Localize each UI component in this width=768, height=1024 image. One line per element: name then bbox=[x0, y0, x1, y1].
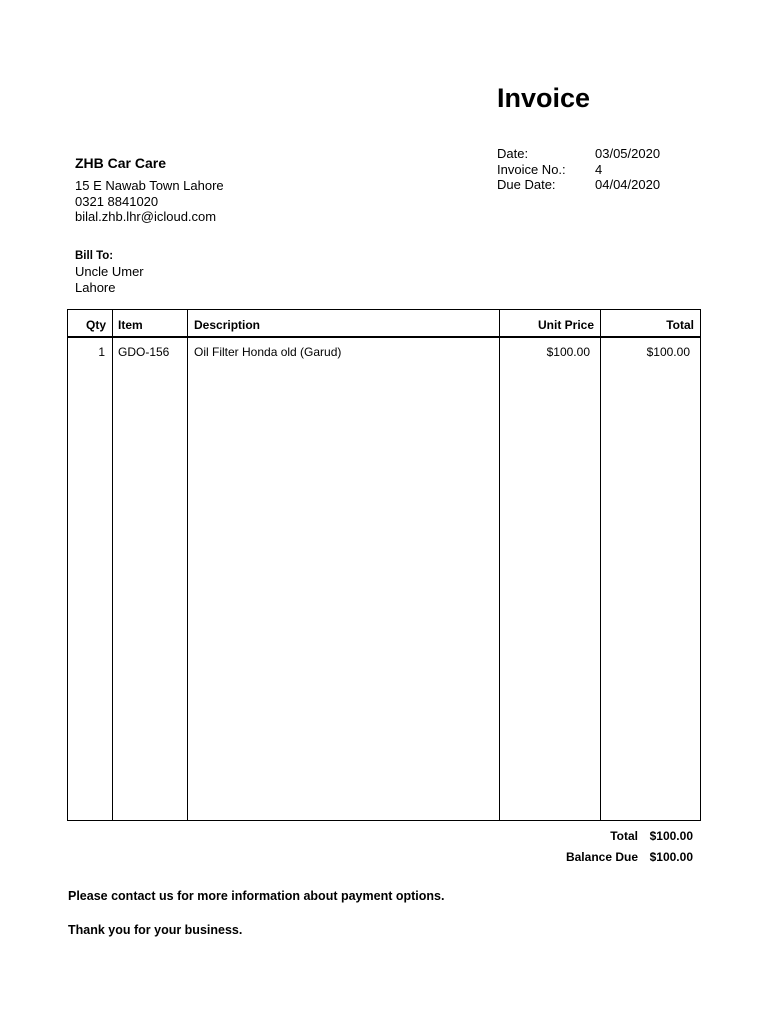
date-value: 03/05/2020 bbox=[595, 146, 661, 161]
row-description: Oil Filter Honda old (Garud) bbox=[194, 345, 342, 359]
company-phone: 0321 8841020 bbox=[75, 193, 159, 209]
summary-balance-row bbox=[566, 850, 693, 864]
bill-to-heading: Bill To: bbox=[75, 250, 114, 262]
header-unit-price: Unit Price bbox=[537, 318, 594, 332]
header-description: Description bbox=[194, 318, 261, 332]
row-item: GDO-156 bbox=[118, 345, 170, 359]
payment-note: Please contact us for more information about payment options. bbox=[68, 889, 445, 903]
header-item: Item bbox=[118, 318, 143, 332]
bill-to-details bbox=[75, 264, 144, 296]
header-total: Total bbox=[666, 318, 694, 332]
header-qty: Qty bbox=[85, 318, 106, 332]
company-email: bilal.zhb.lhr@icloud.com bbox=[75, 209, 217, 224]
summary-balance-label: Balance Due bbox=[565, 850, 638, 864]
summary-total-value: $100.00 bbox=[649, 829, 693, 843]
column-divider bbox=[187, 310, 188, 820]
summary-balance-value: $100.00 bbox=[649, 850, 693, 864]
items-table bbox=[67, 309, 701, 821]
invoice-meta bbox=[497, 146, 660, 193]
row-total: $100.00 bbox=[646, 345, 690, 359]
meta-due-row bbox=[497, 177, 660, 193]
column-divider bbox=[499, 310, 500, 820]
due-date-label: Due Date: bbox=[497, 177, 556, 192]
summary-total-row bbox=[610, 829, 693, 843]
bill-to-city: Lahore bbox=[75, 280, 116, 295]
header-divider bbox=[68, 336, 700, 338]
column-divider bbox=[600, 310, 601, 820]
meta-date-row bbox=[497, 146, 660, 162]
summary-total-label: Total bbox=[610, 829, 638, 843]
invoice-number-value: 4 bbox=[595, 161, 603, 177]
company-details bbox=[75, 178, 224, 225]
due-date-value: 04/04/2020 bbox=[595, 177, 661, 192]
thanks-note: Thank you for your business. bbox=[68, 923, 243, 937]
invoice-title: Invoice bbox=[497, 83, 591, 113]
date-label: Date: bbox=[497, 146, 529, 161]
invoice-number-label: Invoice No.: bbox=[497, 161, 566, 177]
company-address: 15 E Nawab Town Lahore bbox=[75, 178, 224, 193]
company-name: ZHB Car Care bbox=[75, 155, 167, 171]
column-divider bbox=[112, 310, 113, 820]
row-unit-price: $100.00 bbox=[546, 345, 590, 359]
bill-to-name: Uncle Umer bbox=[75, 264, 144, 279]
meta-number-row bbox=[497, 162, 660, 178]
row-qty: 1 bbox=[98, 345, 105, 359]
